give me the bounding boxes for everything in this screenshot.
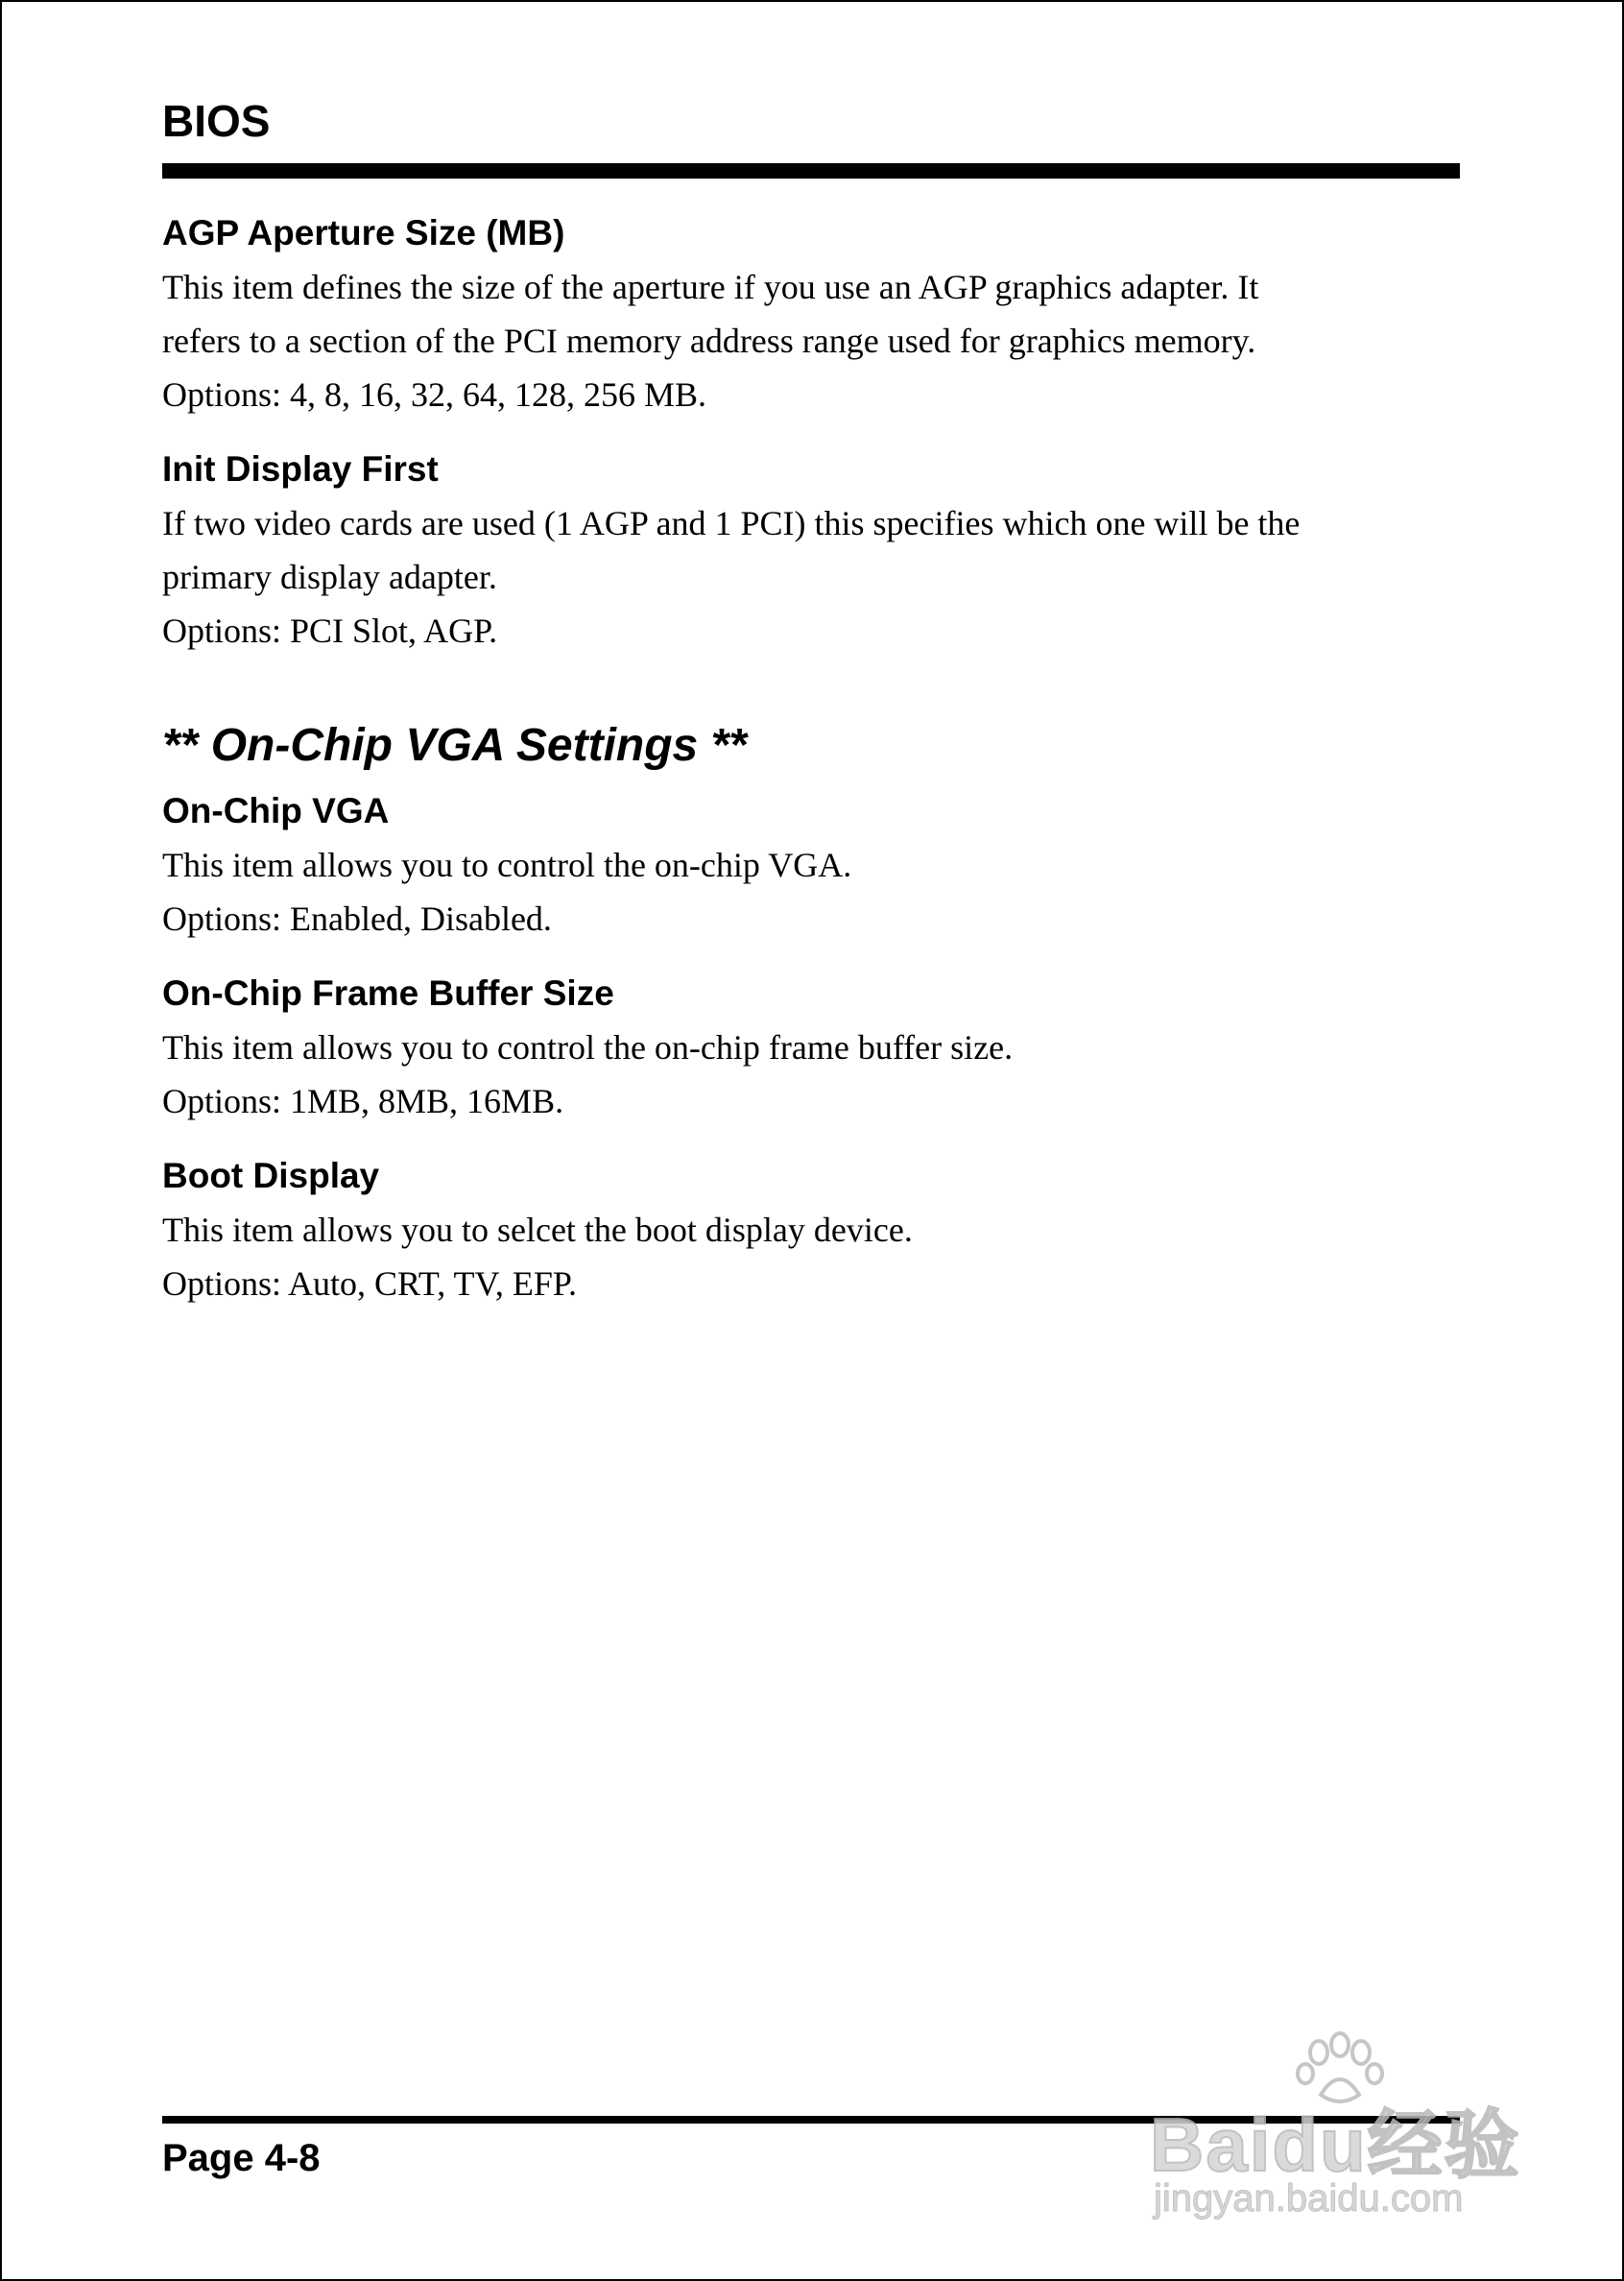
section-options: Options: Auto, CRT, TV, EFP.	[162, 1264, 577, 1303]
section-text-line: This item allows you to selcet the boot display device.	[162, 1211, 913, 1249]
section-text-line: This item allows you to control the on-chip frame buffer size.	[162, 1028, 1014, 1067]
section-title: On-Chip VGA	[162, 791, 390, 830]
watermark-brand: Baidu经验	[1150, 2102, 1521, 2187]
vga-settings-heading: ** On-Chip VGA Settings **	[162, 720, 747, 771]
section-boot-display	[162, 1149, 1460, 1310]
page-number: Page 4-8	[162, 2137, 321, 2179]
section-options: Options: 1MB, 8MB, 16MB.	[162, 1082, 564, 1120]
section-agp-aperture	[162, 206, 1460, 421]
top-rule	[162, 163, 1460, 179]
section-options: Options: PCI Slot, AGP.	[162, 612, 498, 650]
section-text-line: primary display adapter.	[162, 558, 497, 596]
section-frame-buffer-size	[162, 967, 1460, 1128]
section-title: On-Chip Frame Buffer Size	[162, 973, 614, 1013]
section-text-line: This item allows you to control the on-chip VGA.	[162, 846, 852, 884]
watermark-url: jingyan.baidu.com	[1154, 2177, 1464, 2220]
section-on-chip-vga	[162, 784, 1460, 946]
section-text-line: refers to a section of the PCI memory address range used for graphics memory.	[162, 322, 1256, 360]
main-content	[162, 206, 1460, 1310]
section-text-line: This item defines the size of the aperture if you use an AGP graphics adapter. It	[162, 268, 1259, 306]
section-title: AGP Aperture Size (MB)	[162, 213, 565, 252]
page-header-title: BIOS	[162, 96, 271, 146]
section-options: Options: Enabled, Disabled.	[162, 900, 552, 938]
section-title: Init Display First	[162, 449, 439, 489]
section-text-line: If two video cards are used (1 AGP and 1 PCI) this specifies which one will be the	[162, 504, 1301, 542]
section-title: Boot Display	[162, 1156, 380, 1195]
section-options: Options: 4, 8, 16, 32, 64, 128, 256 MB.	[162, 375, 707, 414]
section-init-display-first	[162, 443, 1460, 658]
baidu-watermark	[1148, 2026, 1532, 2237]
